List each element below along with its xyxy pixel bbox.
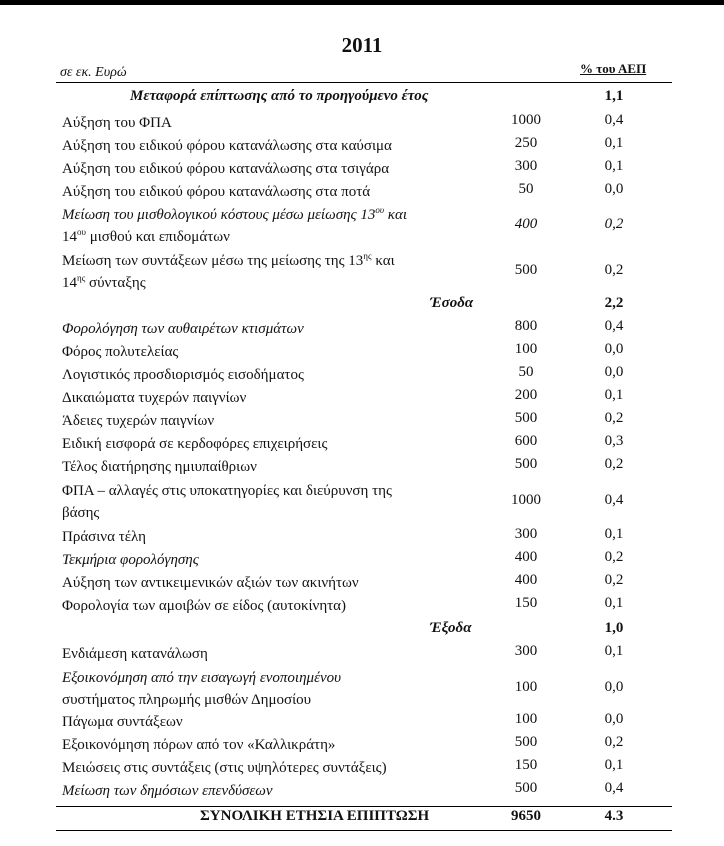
expenses-label: Έξοδα: [430, 620, 472, 636]
row-pct: 0,1: [604, 595, 624, 611]
row-value: 100: [514, 711, 538, 727]
row-label-continued: συστήματος πληρωμής μισθών Δημοσίου: [62, 692, 312, 708]
row-label: Τεκμήρια φορολόγησης: [62, 552, 199, 568]
row-label: Αύξηση του ειδικού φόρου κατανάλωσης στα τσιγάρα: [62, 161, 390, 177]
row-value: 400: [514, 572, 538, 588]
row-pct: 0,2: [604, 549, 624, 565]
row-value: 300: [514, 526, 538, 542]
row-pct: 0,2: [604, 734, 624, 750]
row-pct: 0,4: [604, 492, 624, 508]
carryover-label: Μεταφορά επίπτωσης από το προηγούμενο έτος: [130, 88, 429, 104]
row-label: Φορολόγηση των αυθαιρέτων κτισμάτων: [62, 321, 304, 337]
row-label: Ενδιάμεση κατανάλωση: [62, 646, 208, 662]
row-label-continued: $14^{\eta\varsigma}$ σύνταξης: [62, 273, 146, 291]
row-label: Αύξηση του ΦΠΑ: [62, 115, 172, 131]
gdp-column-header: % του ΑΕΠ: [580, 61, 647, 76]
header-rule: [56, 82, 672, 83]
unit-label: σε εκ. Ευρώ: [60, 65, 127, 80]
row-pct: 0,1: [604, 643, 624, 659]
row-value: 100: [514, 341, 538, 357]
row-value: 300: [514, 158, 538, 174]
row-value: 400: [514, 216, 538, 232]
row-label: Μειώσεις στις συντάξεις (στις υψηλότερες συντάξεις): [62, 760, 387, 776]
row-label: Δικαιώματα τυχερών παιγνίων: [62, 390, 247, 406]
row-pct: 0,4: [604, 112, 624, 128]
row-label: Εξοικονόμηση πόρων από τον «Καλλικράτη»: [62, 737, 336, 753]
row-value: 400: [514, 549, 538, 565]
row-pct: 0,3: [604, 433, 624, 449]
total-pct: 4.3: [604, 808, 624, 824]
row-pct: 0,1: [604, 526, 624, 542]
row-pct: 0,2: [604, 262, 624, 278]
row-value: 800: [514, 318, 538, 334]
row-label: Αύξηση του ειδικού φόρου κατανάλωσης στα καύσιμα: [62, 138, 392, 154]
row-pct: 0,0: [604, 341, 624, 357]
row-value: 600: [514, 433, 538, 449]
row-value: 300: [514, 643, 538, 659]
total-value: 9650: [511, 808, 541, 824]
row-label: Μείωση των δημόσιων επενδύσεων: [62, 783, 273, 799]
table-year: 2011: [341, 33, 383, 57]
top-border: [0, 0, 724, 5]
row-value: 500: [514, 734, 538, 750]
row-label: Λογιστικός προσδιορισμός εισοδήματος: [62, 367, 304, 383]
revenue-pct: 2,2: [604, 295, 624, 311]
row-value: 500: [514, 456, 538, 472]
row-value: 1000: [511, 492, 541, 508]
row-label: Φορολογία των αμοιβών σε είδος (αυτοκίνητα): [62, 598, 347, 614]
row-value: 100: [514, 679, 538, 695]
row-value: 50: [518, 364, 534, 380]
row-label: Ειδική εισφορά σε κερδοφόρες επιχειρήσεις: [62, 436, 328, 452]
row-value: 50: [518, 181, 534, 197]
total-top-rule: [56, 806, 672, 807]
row-pct: 0,2: [604, 410, 624, 426]
row-value: 1000: [511, 112, 541, 128]
row-label: Άδειες τυχερών παιγνίων: [62, 413, 215, 429]
row-label: Φόρος πολυτελείας: [62, 344, 179, 360]
row-pct: 0,0: [604, 364, 624, 380]
row-label: Μείωση των συντάξεων μέσω της μείωσης της $13^{\eta\varsigma}$ και: [62, 251, 395, 269]
row-label-continued: $14^{o\upsilon}$ μισθού και επιδομάτων: [62, 227, 230, 245]
row-label: Αύξηση του ειδικού φόρου κατανάλωσης στα ποτά: [62, 184, 371, 200]
row-pct: 0,4: [604, 780, 624, 796]
carryover-pct: 1,1: [604, 88, 624, 104]
total-bottom-rule: [56, 830, 672, 831]
row-pct: 0,1: [604, 135, 624, 151]
row-pct: 0,2: [604, 572, 624, 588]
row-label: ΦΠΑ – αλλαγές στις υποκατηγορίες και διεύρυνση της: [62, 483, 392, 499]
row-label: Πάγωμα συντάξεων: [62, 714, 183, 730]
row-label-continued: βάσης: [62, 505, 100, 521]
row-value: 150: [514, 595, 538, 611]
row-value: 150: [514, 757, 538, 773]
row-value: 500: [514, 410, 538, 426]
row-pct: 0,1: [604, 387, 624, 403]
row-label: Αύξηση των αντικειμενικών αξιών των ακινήτων: [62, 575, 359, 591]
row-pct: 0,0: [604, 181, 624, 197]
row-value: 250: [514, 135, 538, 151]
row-pct: 0,0: [604, 679, 624, 695]
row-pct: 0,2: [604, 216, 624, 232]
row-pct: 0,0: [604, 711, 624, 727]
row-pct: 0,1: [604, 158, 624, 174]
row-pct: 0,1: [604, 757, 624, 773]
row-pct: 0,2: [604, 456, 624, 472]
row-label: Μείωση του μισθολογικού κόστους μέσω μείωσης $13^{o\upsilon}$ και: [62, 205, 408, 223]
row-label: Πράσινα τέλη: [62, 529, 147, 545]
expenses-pct: 1,0: [604, 620, 624, 636]
row-value: 200: [514, 387, 538, 403]
revenue-label: Έσοδα: [430, 295, 474, 311]
row-label: Τέλος διατήρησης ημιυπαίθριων: [62, 459, 257, 475]
total-label: ΣΥΝΟΛΙΚΗ ΕΤΗΣΙΑ ΕΠΙΠΤΩΣΗ: [200, 808, 430, 824]
row-value: 500: [514, 780, 538, 796]
row-value: 500: [514, 262, 538, 278]
row-pct: 0,4: [604, 318, 624, 334]
row-label: Εξοικονόμηση από την εισαγωγή ενοποιημένου: [62, 670, 342, 686]
